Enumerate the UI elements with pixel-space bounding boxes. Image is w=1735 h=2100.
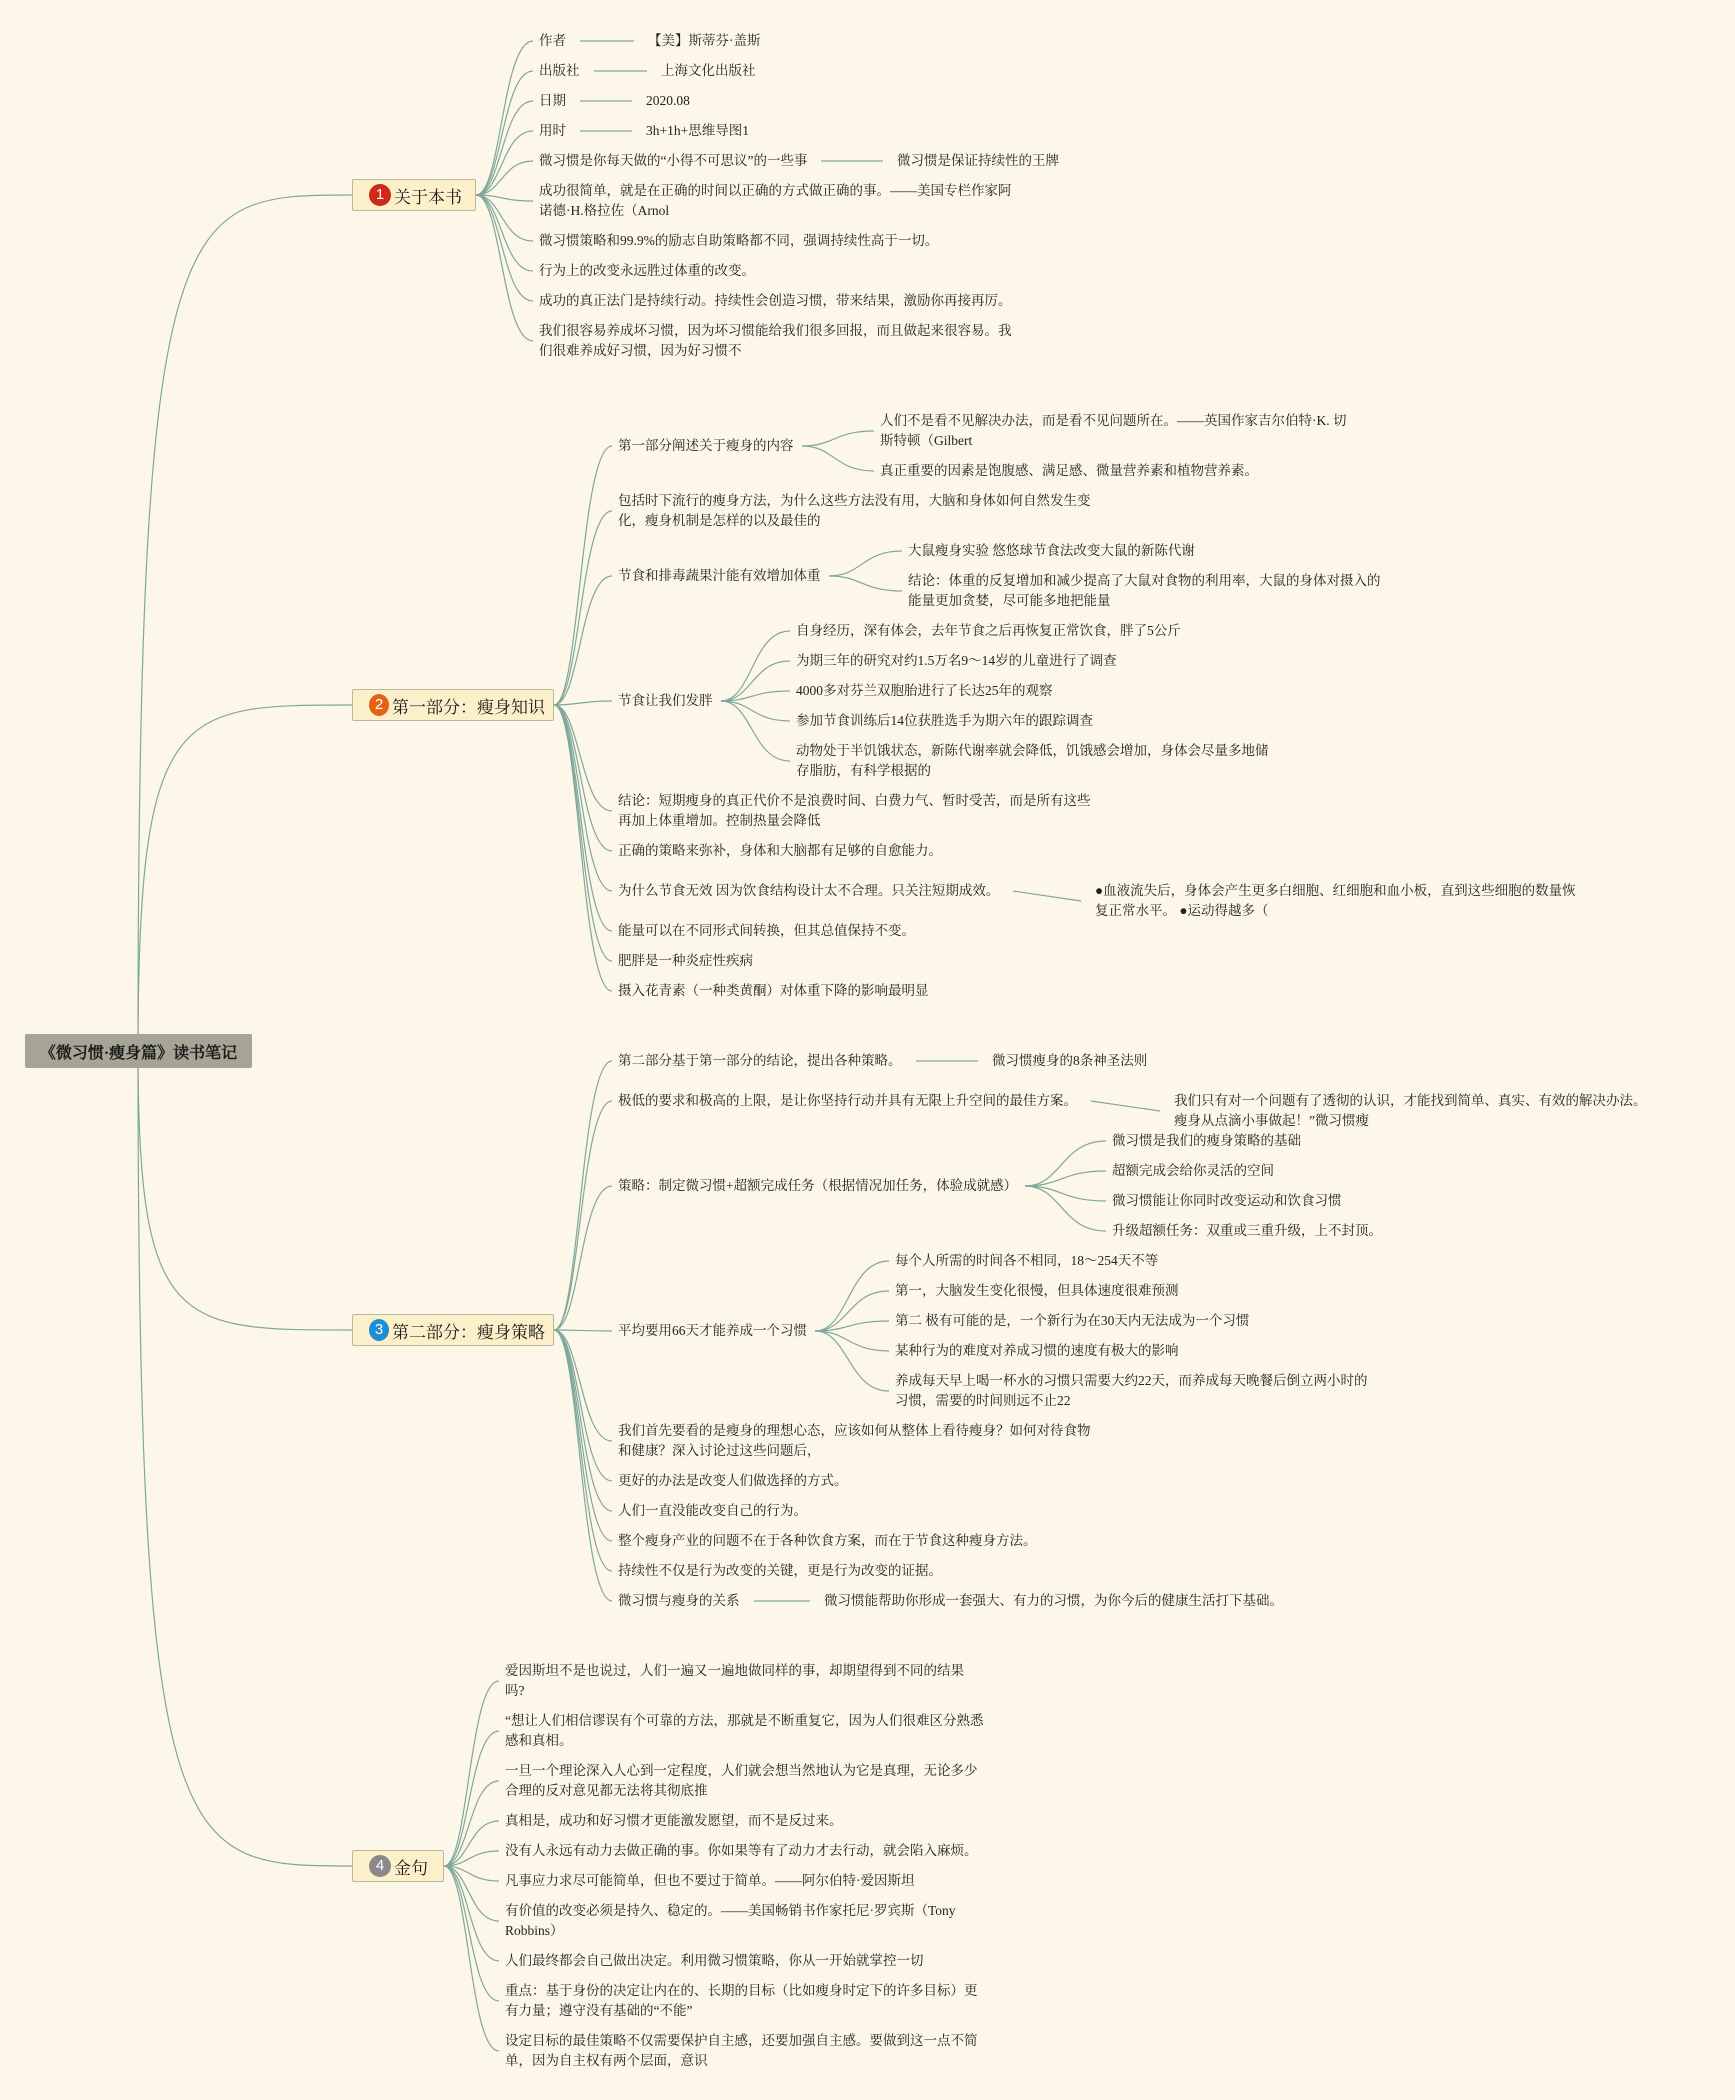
connector-line xyxy=(476,195,533,341)
detail-node[interactable]: 3h+1h+思维导图1 xyxy=(646,123,749,138)
topic-node[interactable]: 第二部分基于第一部分的结论，提出各种策略。 xyxy=(618,1053,902,1068)
connector-line xyxy=(476,71,533,195)
detail-node[interactable]: 上海文化出版社 xyxy=(661,63,756,78)
topic-node[interactable]: 微习惯策略和99.9%的励志自助策略都不同，强调持续性高于一切。 xyxy=(539,233,939,248)
connector-line xyxy=(829,551,902,576)
subtopic-node[interactable]: 某种行为的难度对养成习惯的速度有极大的影响 xyxy=(895,1343,1179,1358)
topic-node[interactable]: 第一部分阐述关于瘦身的内容 xyxy=(618,438,794,453)
topic-node[interactable]: 我们很容易养成坏习惯，因为坏习惯能给我们很多回报，而且做起来很容易。我 们很难养成好习惯，因为好习惯不 xyxy=(539,323,1012,358)
connector-line xyxy=(138,705,352,1051)
topic-node[interactable]: 人们一直没能改变自己的行为。 xyxy=(618,1503,807,1518)
connector-line xyxy=(554,1330,612,1481)
subtopic-node[interactable]: 超额完成会给你灵活的空间 xyxy=(1112,1163,1274,1178)
connector-line xyxy=(554,1330,612,1511)
connector-line xyxy=(476,195,533,301)
topic-node[interactable]: 设定目标的最佳策略不仅需要保护自主感，还要加强自主感。要做到这一点不简 单，因为自主权有两个层面，意识 xyxy=(505,2033,978,2068)
connector-line xyxy=(476,195,533,271)
subtopic-node[interactable]: 参加节食训练后14位获胜选手为期六年的跟踪调查 xyxy=(796,713,1093,728)
branch-label: 第二部分：瘦身策略 xyxy=(392,1322,545,1342)
topic-node[interactable]: 人们最终都会自己做出决定。利用微习惯策略，你从一开始就掌控一切 xyxy=(505,1953,924,1968)
connector-line xyxy=(554,1186,612,1330)
topic-node[interactable]: 节食和排毒蔬果汁能有效增加体重 xyxy=(618,568,821,583)
connector-line xyxy=(802,431,874,446)
connector-line xyxy=(444,1681,499,1866)
topic-node[interactable]: 我们首先要看的是瘦身的理想心态，应该如何从整体上看待瘦身？如何对待食物 和健康？深入讨论过这些问题后， xyxy=(618,1423,1091,1458)
detail-node[interactable]: 【美】斯蒂芬·盖斯 xyxy=(648,33,761,48)
topic-node[interactable]: 肥胖是一种炎症性疾病 xyxy=(618,953,753,968)
connector-line xyxy=(476,41,533,195)
connector-line xyxy=(1013,891,1081,901)
connector-line xyxy=(444,1851,499,1866)
connector-line xyxy=(476,101,533,195)
connector-line xyxy=(476,131,533,195)
topic-node[interactable]: 能量可以在不同形式间转换，但其总值保持不变。 xyxy=(618,923,915,938)
subtopic-node[interactable]: 大鼠瘦身实验 悠悠球节食法改变大鼠的新陈代谢 xyxy=(908,543,1195,558)
topic-node[interactable]: 正确的策略来弥补，身体和大脑都有足够的自愈能力。 xyxy=(618,843,942,858)
connector-line xyxy=(815,1331,889,1391)
branch-label: 第一部分：瘦身知识 xyxy=(392,697,545,717)
badge-icon: 2 xyxy=(369,694,389,716)
detail-node[interactable]: 2020.08 xyxy=(646,93,690,108)
subtopic-node[interactable]: 第一，大脑发生变化很慢，但具体速度很难预测 xyxy=(895,1283,1179,1298)
badge-icon: 1 xyxy=(369,184,391,206)
connector-line xyxy=(138,1051,352,1330)
connector-line xyxy=(721,631,790,701)
topic-node[interactable]: 用时 xyxy=(539,123,566,138)
connector-line xyxy=(476,195,533,201)
topic-node[interactable]: 更好的办法是改变人们做选择的方式。 xyxy=(618,1473,848,1488)
subtopic-node[interactable]: 每个人所需的时间各不相同，18～254天不等 xyxy=(895,1253,1159,1268)
topic-node[interactable]: 行为上的改变永远胜过体重的改变。 xyxy=(539,263,755,278)
topic-node[interactable]: 重点：基于身份的决定让内在的、长期的目标（比如瘦身时定下的许多目标）更 有力量；遵守没有基础的“不能” xyxy=(505,1983,978,2018)
topic-node[interactable]: 持续性不仅是行为改变的关键，更是行为改变的证据。 xyxy=(618,1563,942,1578)
branch-label: 关于本书 xyxy=(394,187,462,207)
detail-node[interactable]: 微习惯能帮助你形成一套强大、有力的习惯，为你今后的健康生活打下基础。 xyxy=(824,1593,1283,1608)
topic-node[interactable]: “想让人们相信谬误有个可靠的方法，那就是不断重复它，因为人们很难区分熟悉 感和真相。 xyxy=(505,1713,984,1748)
topic-node[interactable]: 极低的要求和极高的上限，是让你坚持行动并具有无限上升空间的最佳方案。 xyxy=(618,1093,1077,1108)
badge-icon: 3 xyxy=(369,1319,389,1341)
subtopic-node[interactable]: 为期三年的研究对约1.5万名9～14岁的儿童进行了调查 xyxy=(796,653,1117,668)
branch-quotes[interactable] xyxy=(352,1850,444,1882)
topic-node[interactable]: 爱因斯坦不是也说过，人们一遍又一遍地做同样的事，却期望得到不同的结果 吗? xyxy=(505,1663,964,1698)
connector-line xyxy=(138,195,352,1051)
subtopic-node[interactable]: 微习惯能让你同时改变运动和饮食习惯 xyxy=(1112,1193,1342,1208)
branch-part-one[interactable] xyxy=(352,689,554,721)
connector-line xyxy=(1025,1171,1106,1186)
connector-line xyxy=(554,511,612,705)
subtopic-node[interactable]: 养成每天早上喝一杯水的习惯只需要大约22天，而养成每天晚餐后倒立两小时的 习惯，需要的时间则远不止22 xyxy=(895,1373,1368,1408)
root-title: 《微习惯·瘦身篇》读书笔记 xyxy=(39,1044,238,1062)
connector-line xyxy=(444,1821,499,1866)
subtopic-node[interactable]: 结论：体重的反复增加和减少提高了大鼠对食物的利用率，大鼠的身体对摄入的 能量更加贪婪，尽可能多地把能量 xyxy=(908,573,1381,608)
connector-line xyxy=(554,705,612,931)
topic-node[interactable]: 节食让我们发胖 xyxy=(618,693,713,708)
connector-line xyxy=(721,701,790,721)
topic-node[interactable]: 包括时下流行的瘦身方法，为什么这些方法没有用，大脑和身体如何自然发生变 化，瘦身机制是怎样的以及最佳的 xyxy=(618,493,1091,528)
topic-node[interactable]: 成功很简单，就是在正确的时间以正确的方式做正确的事。——美国专栏作家阿 诺德·H.格拉佐（Arnol xyxy=(539,183,1012,218)
subtopic-node[interactable]: 升级超额任务：双重或三重升级，上不封顶。 xyxy=(1112,1223,1382,1238)
connector-line xyxy=(721,661,790,701)
connector-line xyxy=(554,705,612,991)
connector-line xyxy=(554,576,612,705)
topic-node[interactable]: 作者 xyxy=(539,33,566,48)
topic-node[interactable]: 凡事应力求尽可能简单，但也不要过于简单。——阿尔伯特·爱因斯坦 xyxy=(505,1873,915,1888)
connector-line xyxy=(554,1101,612,1330)
connector-line xyxy=(554,705,612,851)
connector-line xyxy=(802,446,874,471)
connector-line xyxy=(554,1330,612,1571)
subtopic-node[interactable]: 微习惯是我们的瘦身策略的基础 xyxy=(1112,1133,1301,1148)
topic-node[interactable]: 真相是，成功和好习惯才更能激发愿望，而不是反过来。 xyxy=(505,1813,843,1828)
detail-node[interactable]: 微习惯是保证持续性的王牌 xyxy=(897,153,1059,168)
connector-line xyxy=(815,1291,889,1331)
connector-line xyxy=(444,1866,499,1921)
topic-node[interactable]: 摄入花青素（一种类黄酮）对体重下降的影响最明显 xyxy=(618,983,929,998)
topic-node[interactable]: 微习惯是你每天做的“小得不可思议”的一些事 xyxy=(539,153,808,168)
connector-line xyxy=(444,1781,499,1866)
connector-line xyxy=(721,701,790,761)
connector-line xyxy=(815,1331,889,1351)
detail-node[interactable]: ●血液流失后，身体会产生更多白细胞、红细胞和血小板，直到这些细胞的数量恢 复正常水平。 ●运动得越多（ xyxy=(1095,883,1576,918)
connector-line xyxy=(554,1330,612,1541)
connector-line xyxy=(444,1731,499,1866)
connector-line xyxy=(554,1330,612,1441)
subtopic-node[interactable]: 人们不是看不见解决办法，而是看不见问题所在。——英国作家吉尔伯特·K. 切 斯特顿（Gilbert xyxy=(880,413,1347,448)
subtopic-node[interactable]: 第二 极有可能的是，一个新行为在30天内无法成为一个习惯 xyxy=(895,1313,1250,1328)
connector-line xyxy=(829,576,902,591)
branch-part-two[interactable] xyxy=(352,1314,554,1346)
connector-line xyxy=(815,1321,889,1331)
detail-node[interactable]: 我们只有对一个问题有了透彻的认识，才能找到简单、真实、有效的解决办法。 瘦身从点滴小事做起！”微习惯瘦 xyxy=(1174,1093,1647,1128)
badge-icon: 4 xyxy=(369,1855,391,1877)
topic-node[interactable]: 为什么节食无效 因为饮食结构设计太不合理。只关注短期成效。 xyxy=(618,883,1000,898)
connector-line xyxy=(554,1330,612,1601)
subtopic-node[interactable]: 4000多对芬兰双胞胎进行了长达25年的观察 xyxy=(796,683,1053,698)
subtopic-node[interactable]: 自身经历，深有体会，去年节食之后再恢复正常饮食，胖了5公斤 xyxy=(796,623,1181,638)
connector-line xyxy=(444,1866,499,2051)
connector-line xyxy=(554,705,612,891)
connector-line xyxy=(554,705,612,811)
connector-line xyxy=(815,1261,889,1331)
connector-line xyxy=(444,1866,499,2001)
topic-node[interactable]: 日期 xyxy=(539,93,566,108)
root-topic[interactable] xyxy=(25,1034,252,1068)
connector-line xyxy=(138,1051,352,1866)
connector-line xyxy=(1025,1186,1106,1231)
branch-label: 金句 xyxy=(394,1858,428,1878)
connector-line xyxy=(1091,1101,1160,1111)
connector-line xyxy=(444,1866,499,1881)
connector-line xyxy=(721,691,790,701)
topic-node[interactable]: 平均要用66天才能养成一个习惯 xyxy=(618,1323,807,1338)
topic-node[interactable]: 整个瘦身产业的问题不在于各种饮食方案，而在于节食这种瘦身方法。 xyxy=(618,1533,1037,1548)
detail-node[interactable]: 微习惯瘦身的8条神圣法则 xyxy=(992,1053,1148,1068)
connector-line xyxy=(476,161,533,195)
connector-line xyxy=(1025,1141,1106,1186)
connector-line xyxy=(554,1330,612,1331)
topic-node[interactable]: 一旦一个理论深入人心到一定程度，人们就会想当然地认为它是真理，无论多少 合理的反对意见都无法将其彻底推 xyxy=(505,1763,978,1798)
branch-about-book[interactable] xyxy=(352,179,476,211)
connector-line xyxy=(554,701,612,705)
topic-node[interactable]: 策略：制定微习惯+超额完成任务（根据情况加任务，体验成就感） xyxy=(618,1178,1018,1193)
topic-node[interactable]: 结论：短期瘦身的真正代价不是浪费时间、白费力气、暂时受苦，而是所有这些 再加上体重增加。控制热量会降低 xyxy=(618,793,1091,828)
subtopic-node[interactable]: 真正重要的因素是饱腹感、满足感、微量营养素和植物营养素。 xyxy=(880,463,1258,478)
topic-node[interactable]: 微习惯与瘦身的关系 xyxy=(618,1593,740,1608)
connector-line xyxy=(476,195,533,241)
topic-node[interactable]: 有价值的改变必须是持久、稳定的。——美国畅销书作家托尼·罗宾斯（Tony Robbins） xyxy=(505,1903,956,1938)
subtopic-node[interactable]: 动物处于半饥饿状态，新陈代谢率就会降低，饥饿感会增加，身体会尽量多地储 存脂肪，有科学根据的 xyxy=(796,743,1269,778)
connector-line xyxy=(554,1061,612,1330)
topic-node[interactable]: 没有人永远有动力去做正确的事。你如果等有了动力才去行动，就会陷入麻烦。 xyxy=(505,1843,978,1858)
connector-line xyxy=(1025,1186,1106,1201)
topic-node[interactable]: 成功的真正法门是持续行动。持续性会创造习惯，带来结果，激励你再接再厉。 xyxy=(539,293,1012,308)
topic-node[interactable]: 出版社 xyxy=(539,63,580,78)
connector-line xyxy=(554,446,612,705)
connector-line xyxy=(444,1866,499,1961)
connector-line xyxy=(554,705,612,961)
